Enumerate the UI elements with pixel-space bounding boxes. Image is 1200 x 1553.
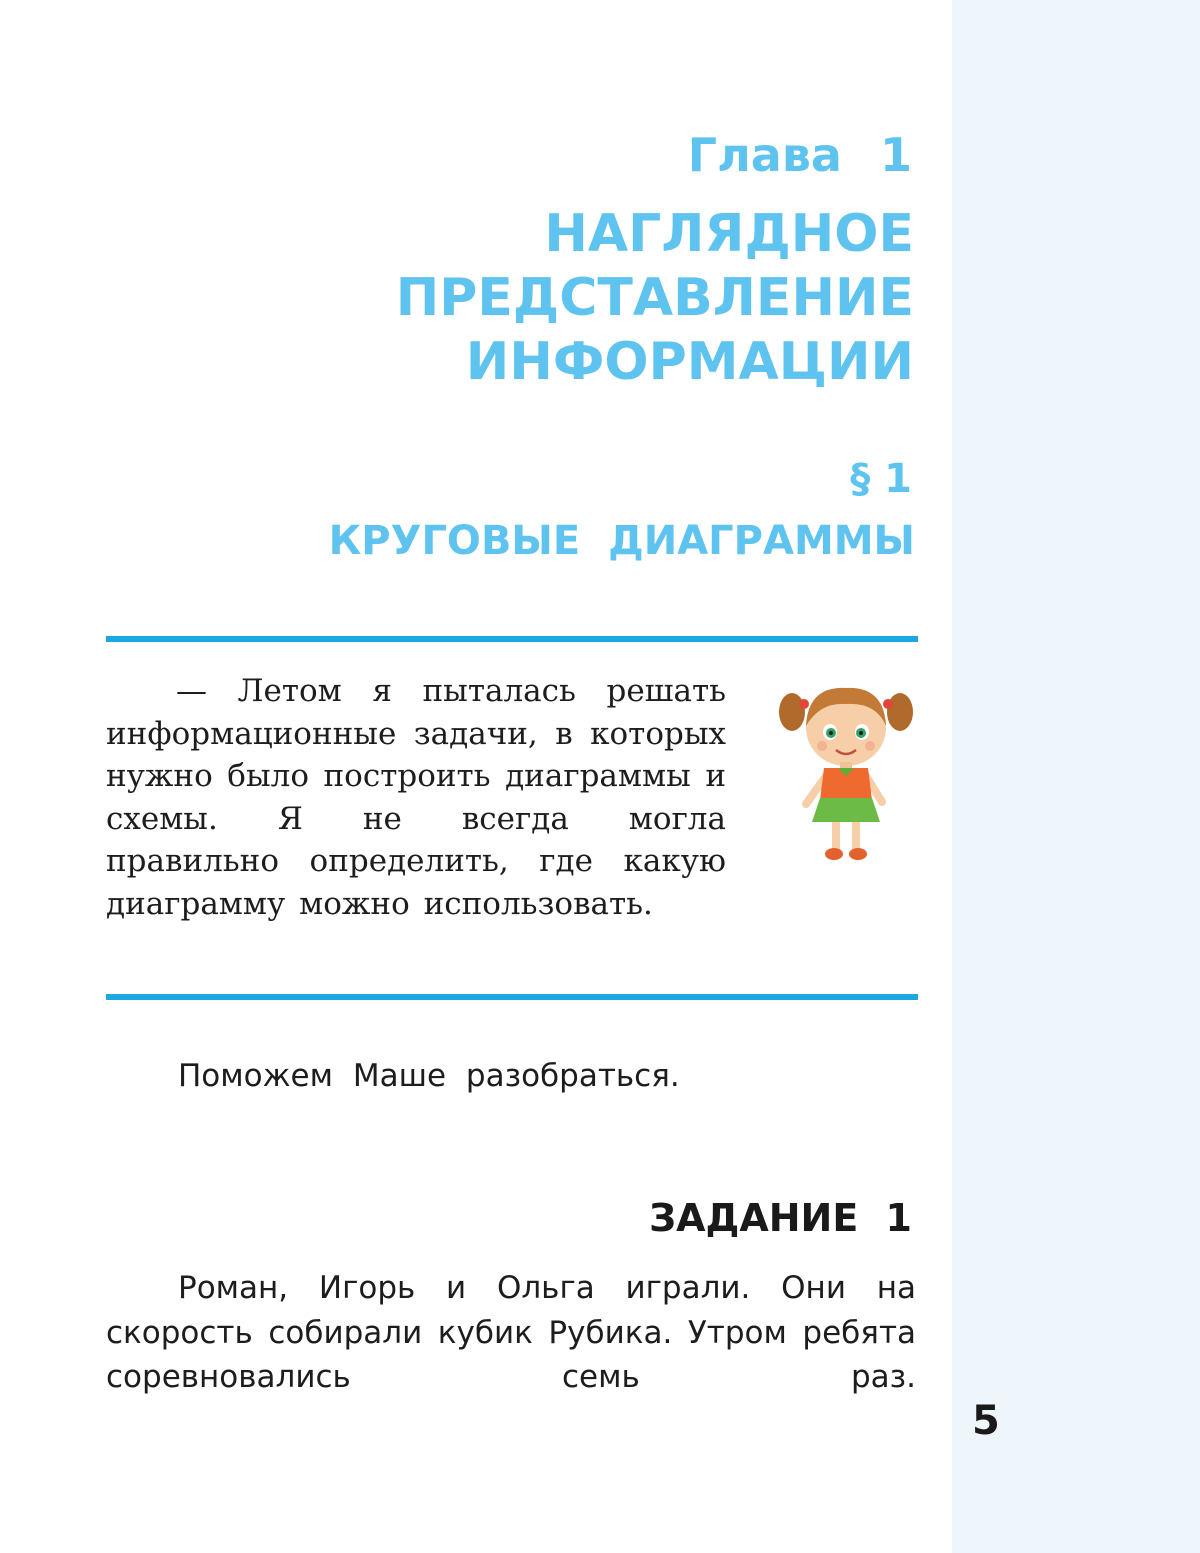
task-heading: ЗАДАНИЕ 1 <box>649 1196 912 1240</box>
page-number: 5 <box>972 1398 1000 1444</box>
task-text: Роман, Игорь и Ольга играли. Они на скорость собирали кубик Рубика. Утром ребята соревновались семь раз. <box>106 1270 916 1395</box>
page-side-strip <box>952 0 1200 1553</box>
chapter-title-line: ПРЕДСТАВЛЕНИЕ <box>395 268 914 328</box>
girl-with-pigtails-illustration <box>776 676 916 866</box>
character-quote: — Летом я пыталась решать информационные задачи, в которых нужно было построить диаграммы и схемы. Я не всегда могла правильно определить, где какую диаграмму можно использовать. <box>106 673 726 922</box>
chapter-title-line: ИНФОРМАЦИИ <box>465 332 914 392</box>
quote-bottom-rule <box>106 994 918 1000</box>
chapter-title <box>396 202 914 394</box>
section-number: § 1 <box>850 456 912 502</box>
help-text: Поможем Маше разобраться. <box>178 1058 680 1094</box>
chapter-label: Глава 1 <box>687 128 912 182</box>
quote-top-rule <box>106 636 918 642</box>
section-title: КРУГОВЫЕ ДИАГРАММЫ <box>328 518 915 564</box>
chapter-title-line: НАГЛЯДНОЕ <box>544 204 914 264</box>
